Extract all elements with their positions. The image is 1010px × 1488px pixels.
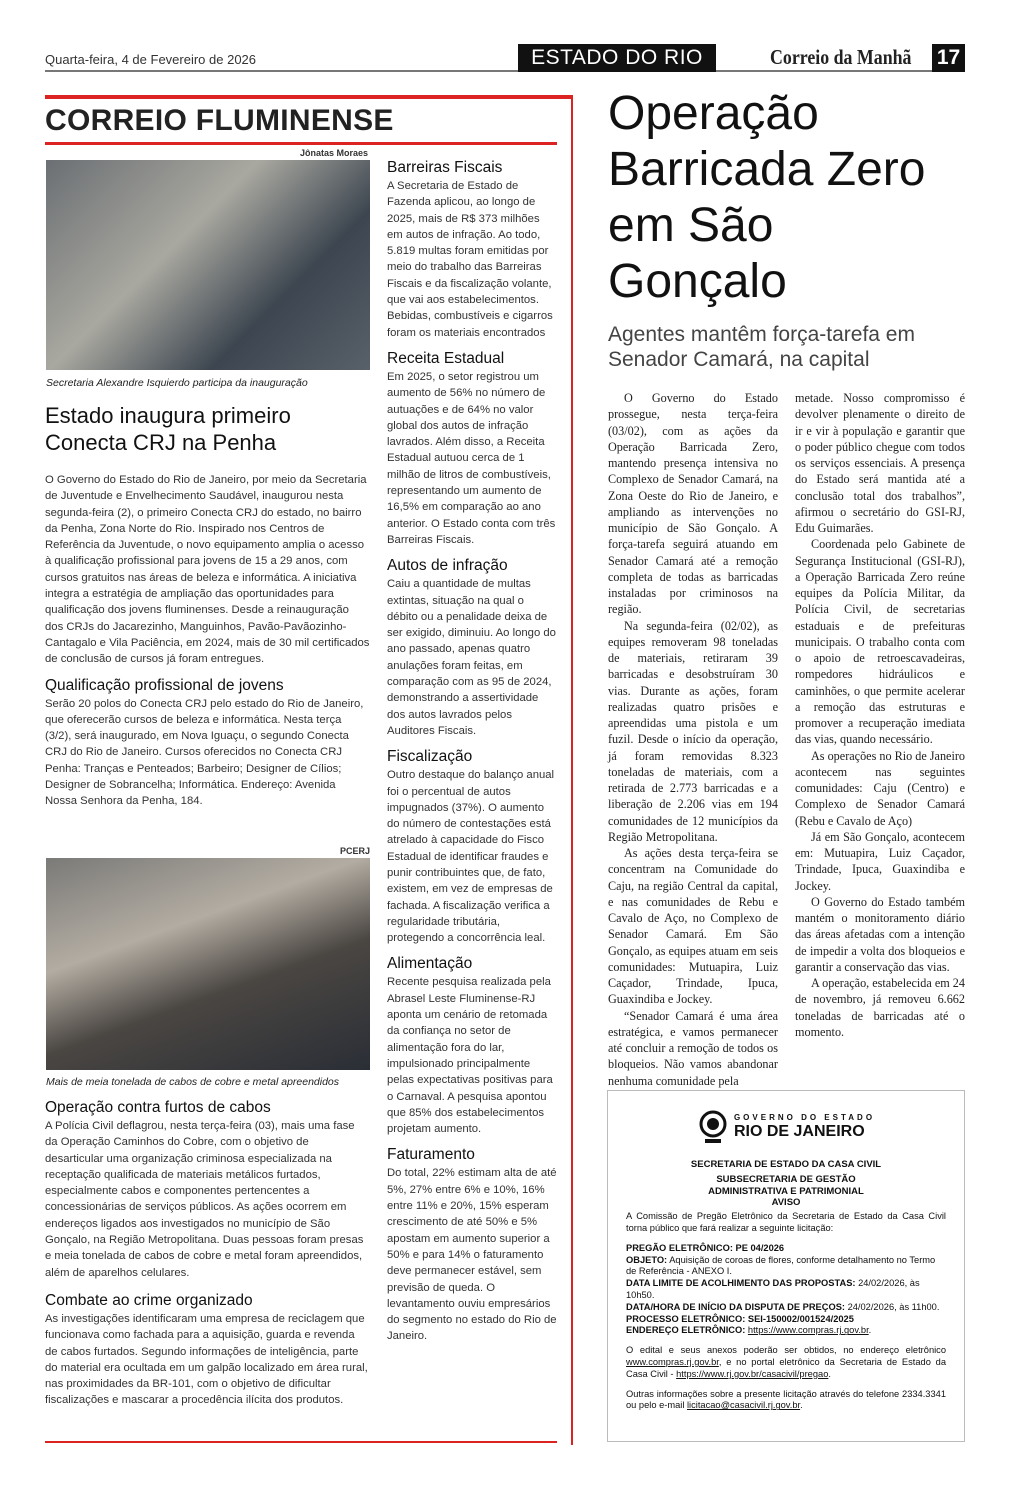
ad-label: DATA LIMITE DE ACOLHIMENTO DAS PROPOSTAS: [626, 1278, 856, 1289]
article-paragraph: Na segunda-feira (02/02), as equipes removeram 98 toneladas de materiais, retiraram 39 barricadas e desobstruíram 30 vias. Durante as ações, foram realizadas quatro prisões e apreendidas uma pistola e um fuzil. Desde o início da operação, já foram removidas 8.323 toneladas de materiais, com a retirada de 2.773 barricadas e a liberação de 2.206 vias em 194 comunidades de 12 municípios da Região Metropolitana. [608, 618, 778, 844]
ad-label: ENDEREÇO ELETRÔNICO: [626, 1325, 746, 1336]
article-paragraph: “Senador Camará é uma área estratégica, e vamos permanecer até concluir a remoção de todos os bloqueios. Não vamos abandonar nenhuma comunidade pela [608, 1008, 778, 1088]
inauguration-photo [46, 160, 370, 370]
article-paragraph: Em 2025, o setor registrou um aumento de 56% no número de autuações e de 64% no valor global dos autos de infração lavrados. Além disso, a Receita Estadual autuou cerca de 1 milhão de litros de combustíveis, representando um aumento de 16,5% em comparação ao ano anterior. O Estado conta com três Barreiras Fiscais. [387, 370, 556, 546]
article-paragraph: O Governo do Estado do Rio de Janeiro, por meio da Secretaria de Juventude e Envelhecimento Saudável, inaugurou nesta segunda-feira (2), o primeiro Conecta CRJ do estado, no bairro da Penha, Zona Norte do Rio. Inspirado nos Centros de Referência da Juventude, o novo equipamento amplia o acesso à qualificação profissional para jovens de 15 a 29 anos, com cursos gratuitos nas áreas de beleza e informática. A iniciativa integra a estratégia de ampliação das oportunidades para qualificação dos jovens fluminenses. Desde a reinauguração dos CRJs do Jacarezinho, Manguinhos, Pavão-Pavãozinho-Cantagalo e Vila Paciência, em 2024, mais de 30 mil certificados de conclusão de cursos já foram entregues. [45, 474, 370, 666]
newspaper-brand: Correio da Manhã [770, 45, 912, 69]
main-headline: Operação Barricada Zero em São Gonçalo [608, 87, 926, 308]
article-paragraph: As ações desta terça-feira se concentram na Comunidade do Caju, na região Central da capital, e nas comunidades de Rebu e Cavalo de Aço, no Complexo de Senador Camará. Em São Gonçalo, as equipes atuam em seis comunidades: Mutuapira, Luiz Caçador, Trindade, Ipuca, Guaxindiba e Jockey. [608, 846, 778, 1007]
ad-info: Outras informações sobre a presente licitação através do telefone 2334.3341 ou pelo e-mail licitacao@casacivil.rj.gov.br. [626, 1388, 946, 1411]
government-logo [626, 1107, 946, 1145]
ad-processo: PROCESSO ELETRÔNICO: SEI-150002/001524/2025 [626, 1313, 854, 1324]
kicker-rule [45, 142, 557, 145]
ad-value: Aquisição de coroas de flores, conforme detalhamento no Termo de Referência - ANEXO I. [626, 1254, 936, 1277]
article-paragraph: A Secretaria de Estado de Fazenda aplicou, ao longo de 2025, mais de R$ 373 milhões em autos de infração. Ao todo, 5.819 multas foram emitidas por meio do trabalho das Barreiras Fiscais e da fiscalização volante, que vai aos estabelecimentos. Bebidas, combustíveis e cigarros foram os materiais encontrados [387, 180, 553, 339]
ad-text: , e no portal eletrônico da Secretaria de Estado da Casa Civil - [626, 1356, 946, 1379]
header-rule [45, 70, 965, 72]
article-headline: Estado inaugura primeiro Conecta CRJ na Penha [45, 403, 291, 455]
photo-credit: PCERJ [340, 846, 371, 856]
middle-column [387, 150, 557, 1345]
article-paragraph: As investigações identificaram uma empresa de reciclagem que funcionava como fachada para a aquisição, guarda e revenda de cabos furtados. Segundo informações de inteligência, parte do material era ocultada em um galpão localizado em área rural, nas proximidades da BR-101, com o objetivo de dificultar fiscalizações e mascarar a procedência ilícita dos produtos. [45, 1312, 368, 1407]
compras-link[interactable]: https://www.compras.rj.gov.br [747, 1325, 869, 1336]
ad-text: Outras informações sobre a presente licitação através do telefone 2334.3341 ou pelo e-mail [626, 1388, 946, 1411]
photo-credit: Jônatas Moraes [300, 148, 369, 158]
police-operation-photo [46, 858, 370, 1070]
ad-value: 24/02/2026, às 11h00. [845, 1301, 940, 1312]
page-number: 17 [932, 44, 965, 72]
section-kicker: CORREIO FLUMINENSE [45, 104, 394, 137]
subhead: Barreiras Fiscais [387, 159, 503, 176]
main-article-col2 [795, 390, 965, 1040]
article-paragraph: Outro destaque do balanço anual foi o percentual de autos impugnados (37%). O aumento do número de contestações está atrelado à capacidade do Fisco Estadual de identificar fraudes e punir contribuintes que, de fato, existem, em vez de empresas de fachada. A fiscalização verifica a regularidade tributária, protegendo a concorrência leal. [387, 769, 555, 945]
main-subtitle: Agentes mantêm força-tarefa em Senador Camará, na capital [608, 323, 915, 371]
ad-pregao: PREGÃO ELETRÔNICO: PE 04/2026 [626, 1242, 785, 1253]
subhead: Operação contra furtos de cabos [45, 1099, 271, 1116]
article-paragraph: A Polícia Civil deflagrou, nesta terça-feira (03), mais uma fase da Operação Caminhos do Cobre, com o objetivo de desarticular uma organização criminosa especializada na receptação qualificada de materiais metálicos furtados, especialmente cabos e componentes pertencentes a concessionárias de serviços públicos. As ações ocorrem em endereços ligados aos investigados no município de São Gonçalo, na Região Metropolitana. Duas pessoas foram presas e meia tonelada de cabos de cobre e metal foram apreendidos, além de aparelhos celulares. [45, 1120, 364, 1279]
ad-text: O edital e seus anexos poderão ser obtidos, no endereço eletrônico [626, 1345, 946, 1356]
legal-notice-ad: GOVERNO DO ESTADO RIO DE JANEIRO SECRETARIA DE ESTADO DA CASA CIVIL SUBSECRETARIA DE GESTÃO ADMINISTRATIVA E PATRIMONIAL AVISO A Comissão de Pregão Eletrônico da Secretaria de Estado da Casa Civil torna público que fará realizar a seguinte licitação: PREGÃO ELETRÔNICO: PE 04/2026 OBJETO: Aquisição de coroas de flores, conforme detalhamento no Termo de Referência - ANEXO I. DATA LIMITE DE ACOLHIMENTO DAS PROPOSTAS: 24/02/2026, às 10h50. DATA/HORA DE INÍCIO DA DISPUTA DE PREÇOS: 24/02/2026, às 11h00. PROCESSO ELETRÔNICO: SEI-150002/001524/2025 ENDEREÇO ELETRÔNICO: https://www.compras.rj.gov.br. O edital e seus anexos poderão ser obtidos, no endereço eletrônico www.compras.rj.gov.br, e no portal eletrônico da Secretaria de Estado da Casa Civil - https://www.rj.gov.br/casacivil/pregao. Outras informações sobre a presente licitação através do telefone 2334.3341 ou pelo e-mail licitacao@casacivil.rj.gov.br. [607, 1090, 965, 1442]
photo-caption: Secretaria Alexandre Isquierdo participa da inauguração [46, 377, 308, 389]
article-paragraph: O Governo do Estado também mantém o monitoramento diário das áreas afetadas com a intenção de impedir a volta dos bloqueios e garantir a conservação das vias. [795, 894, 965, 974]
article-paragraph: Caiu a quantidade de multas extintas, situação na qual o débito ou a penalidade deixa de ser exigido, diminuiu. Ao longo do ano passado, apenas quatro anulações foram feitas, em comparação com as 95 de 2024, demonstrando a assertividade dos autos lavrados pelos Auditores Fiscais. [387, 578, 556, 737]
ad-line: AVISO [771, 1197, 801, 1209]
photo-caption: Mais de meia tonelada de cabos de cobre e metal apreendidos [46, 1076, 340, 1088]
left-article [45, 402, 370, 810]
article-paragraph: metade. Nosso compromisso é devolver plenamente o direito de ir e vir à população e garantir que o poder público chegue com todos os serviços essenciais. A presença do Estado será mantida até a conclusão total dos trabalhos”, afirmou o secretário do GSI-RJ, Edu Guimarães. [795, 391, 965, 535]
casacivil-link[interactable]: https://www.rj.gov.br/casacivil/pregao [676, 1368, 829, 1379]
ad-label: DATA/HORA DE INÍCIO DA DISPUTA DE PREÇOS: [626, 1301, 845, 1312]
article-paragraph: Coordenada pelo Gabinete de Segurança Institucional (GSI-RJ), a Operação Barricada Zero reúne equipes da Polícia Militar, da Polícia Civil, de secretarias estaduais e de prefeituras municipais. O trabalho conta com o apoio de retroescavadeiras, rompedores hidráulicos e caminhões, o que permite acelerar a remoção das estruturas e promover a recuperação imediata das vias, quando necessário. [795, 537, 965, 747]
subhead: Faturamento [387, 1146, 475, 1164]
left-article-2 [45, 1090, 370, 1409]
ad-edital: O edital e seus anexos poderão ser obtidos, no endereço eletrônico www.compras.rj.gov.br, e no portal eletrônico da Secretaria de Estado da Casa Civil - https://www.rj.gov.br/casacivil/pregao. [626, 1345, 946, 1379]
main-article-col1 [608, 390, 778, 1089]
article-paragraph: A operação, estabelecida em 24 de novembro, já removeu 6.662 toneladas de barricadas até o momento. [795, 976, 965, 1039]
subhead: Fiscalização [387, 748, 473, 766]
subhead: Qualificação profissional de jovens [45, 676, 284, 694]
logo-big-text: RIO DE JANEIRO [733, 1122, 865, 1140]
compras-link[interactable]: www.compras.rj.gov.br [626, 1356, 719, 1367]
article-paragraph: As operações no Rio de Janeiro acontecem nas seguintes comunidades: Caju (Centro) e Complexo de Senador Camará (Rebu e Cavalo de Aço) [795, 748, 965, 828]
article-paragraph: O Governo do Estado prossegue, nesta terça-feira (03/02), com as ações da Operação Barricada Zero, mantendo presença intensiva no Complexo de Senador Camará, na Zona Oeste do Rio de Janeiro, e ampliando as intervenções no município de São Gonçalo. A força-tarefa seguirá atuando em Senador Camará até a remoção completa de todas as barricadas instaladas por criminosos na região. [608, 391, 778, 617]
ad-intro: A Comissão de Pregão Eletrônico da Secretaria de Estado da Casa Civil torna público que fará realizar a seguinte licitação: [626, 1211, 946, 1233]
article-paragraph: Recente pesquisa realizada pela Abrasel Leste Fluminense-RJ aponta um cenário de retomada da confiança no setor de alimentação fora do lar, impulsionado principalmente pelas expectativas positivas para o Carnaval. A pesquisa apontou que 85% dos estabelecimentos projetam aumento. [387, 976, 553, 1136]
subhead: Alimentação [387, 955, 473, 973]
article-paragraph: Do total, 22% estimam alta de até 5%, 27% entre 6% e 10%, 16% entre 11% e 20%, 15% esperam crescimento de até 50% e 5% apostam em aumento superior a 50% e para 14% o faturamento deve permanecer estável, sem previsão de queda. O levantamento ouviu empresários do segmento no estado do Rio de Janeiro. [387, 1167, 557, 1343]
bottom-rule [45, 1441, 557, 1443]
ad-line: SECRETARIA DE ESTADO DA CASA CIVIL [690, 1159, 882, 1170]
subhead: Receita Estadual [387, 349, 505, 367]
article-paragraph: Serão 20 polos do Conecta CRJ pelo estado do Rio de Janeiro, que oferecerão cursos de beleza e informática. Nesta terça (3/2), será inaugurado, em Nova Iguaçu, o segundo Conecta CRJ do Rio de Janeiro. Cursos oferecidos no Conecta CRJ Penha: Tranças e Penteados; Barbeiro; Designer de Cílios; Designer de Sobrancelha; Informática. Endereço: Avenida Nossa Senhora da Penha, 184. [45, 697, 364, 808]
article-paragraph: Já em São Gonçalo, acontecem em: Mutuapira, Luiz Caçador, Trindade, Ipuca, Guaxindiba e Jockey. [795, 829, 965, 893]
ad-value: 24/02/2026, às 10h50. [626, 1278, 920, 1300]
subhead: Autos de infração [387, 557, 508, 575]
ad-label: OBJETO: [626, 1254, 668, 1265]
logo-small-text: GOVERNO DO ESTADO [733, 1113, 876, 1123]
issue-date: Quarta-feira, 4 de Fevereiro de 2026 [45, 52, 257, 67]
email-link[interactable]: licitacao@casacivil.rj.gov.br [686, 1400, 801, 1411]
section-label: ESTADO DO RIO [518, 44, 716, 72]
ad-line: SUBSECRETARIA DE GESTÃO [716, 1173, 856, 1185]
subhead: Combate ao crime organizado [45, 1291, 253, 1309]
ad-line: ADMINISTRATIVA E PATRIMONIAL [708, 1185, 864, 1197]
coat-of-arms-icon [697, 1107, 729, 1145]
